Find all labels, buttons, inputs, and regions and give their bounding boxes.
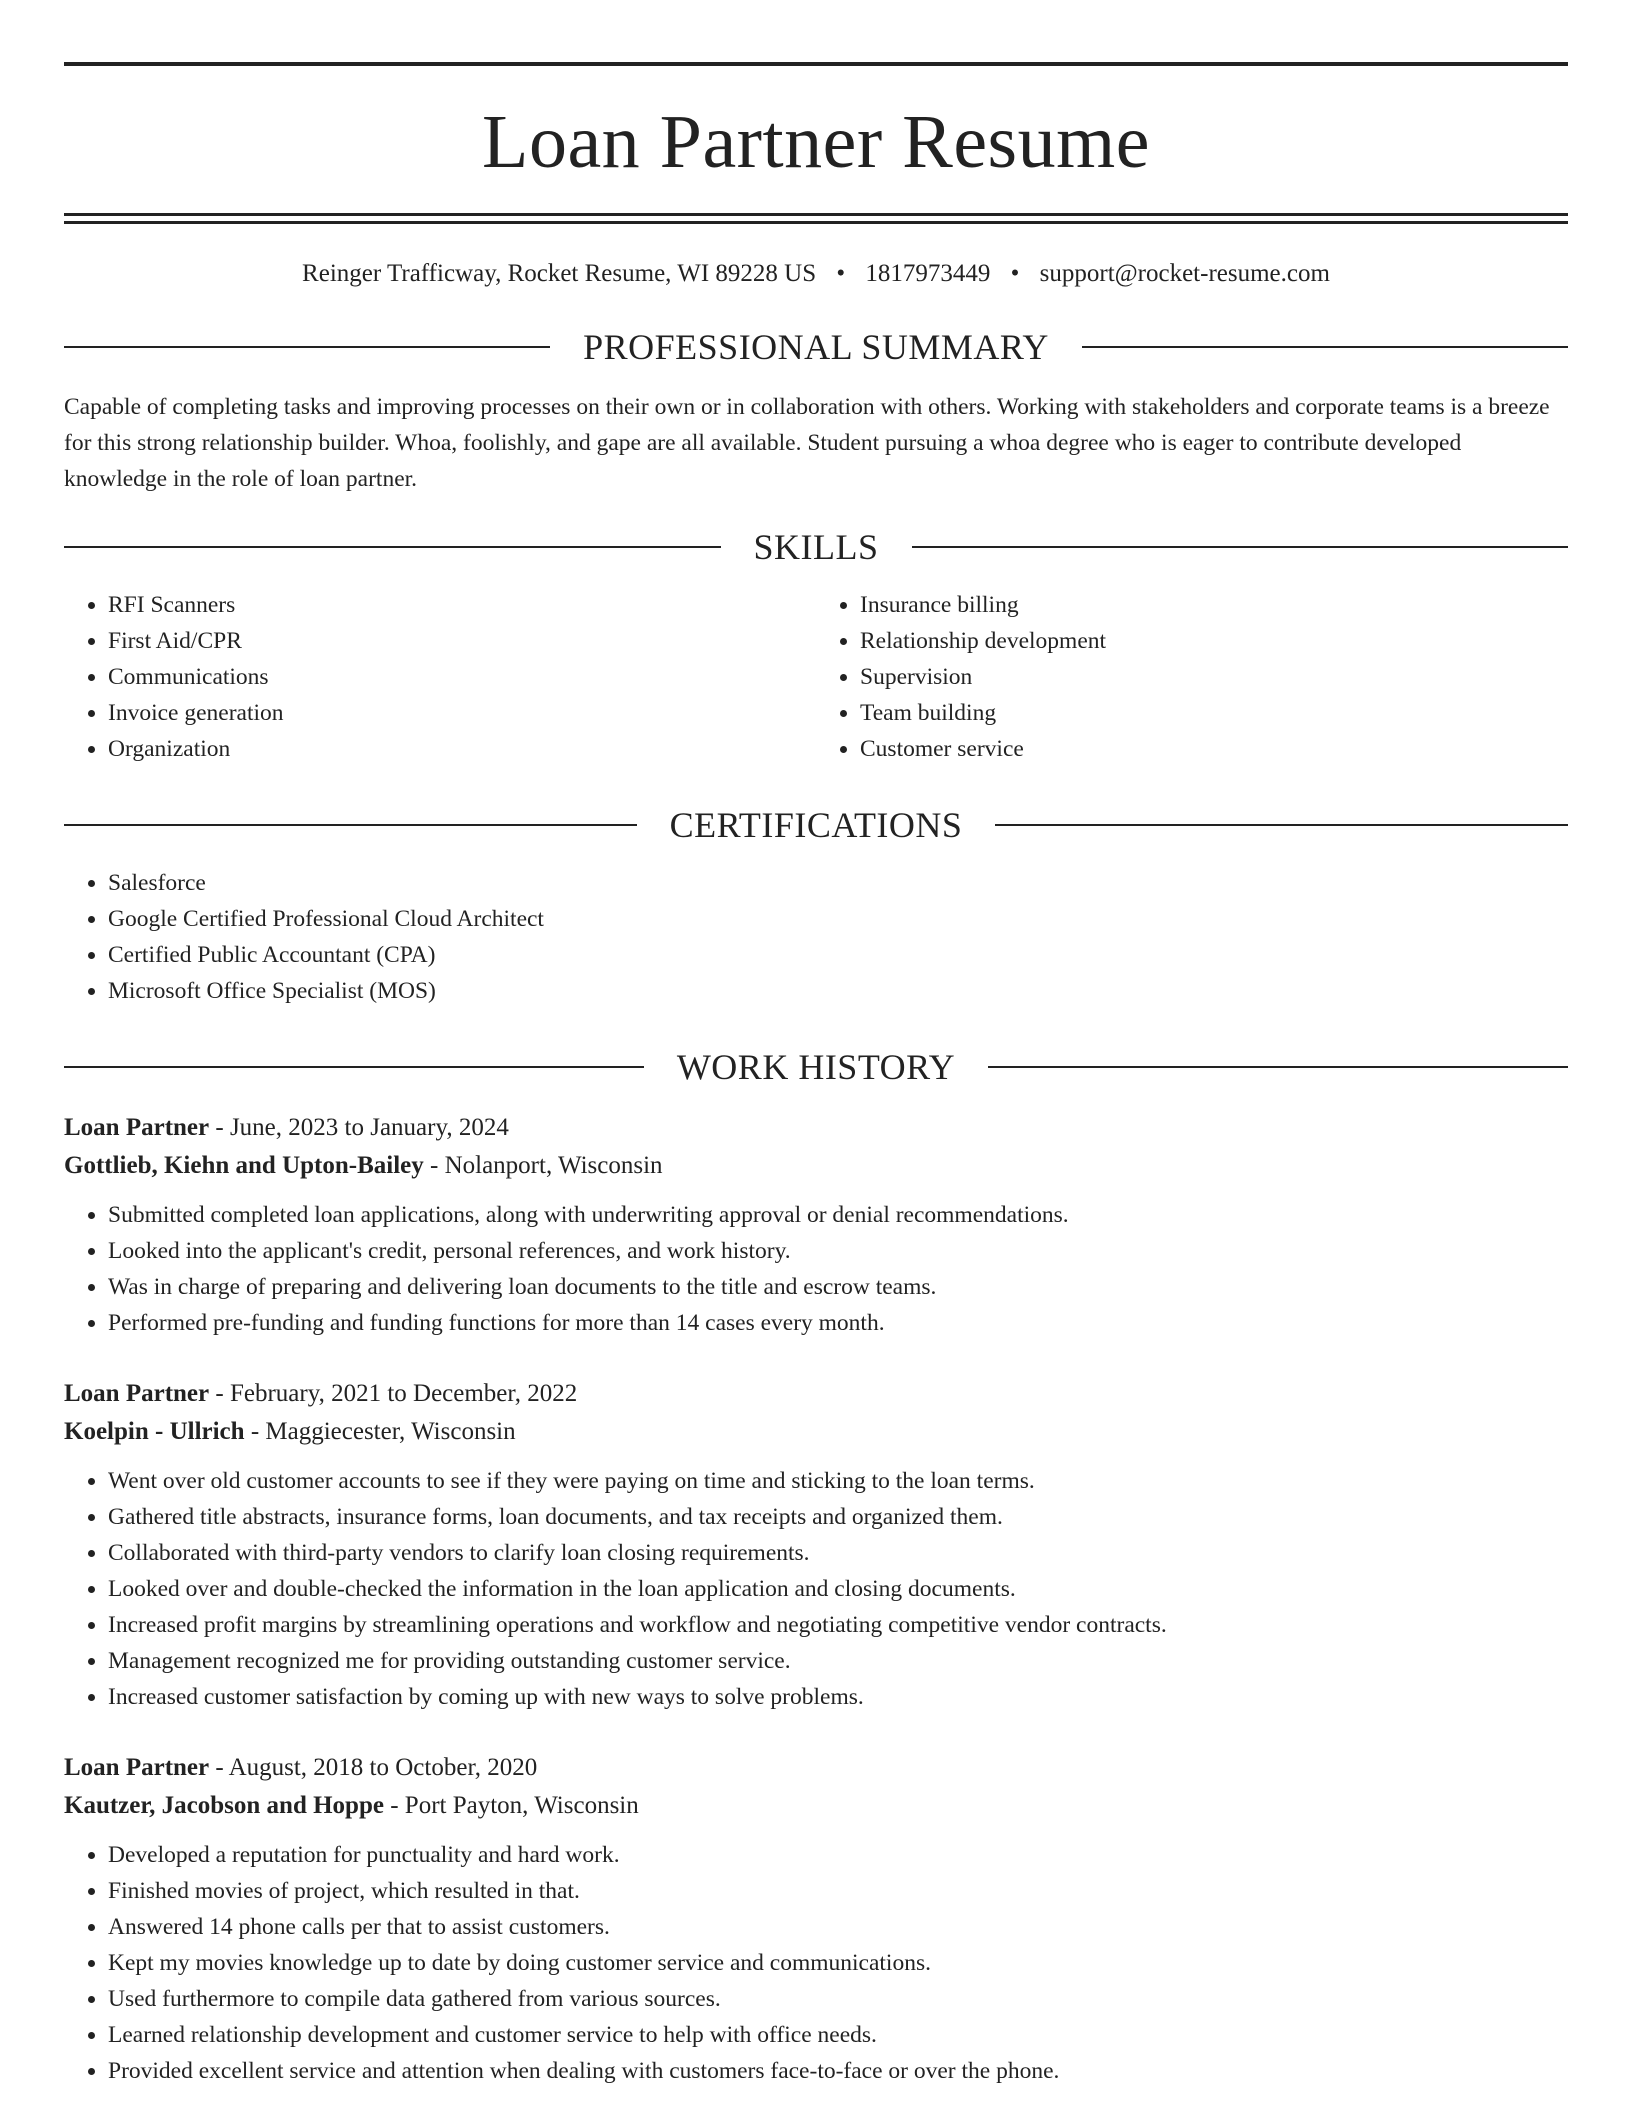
job-dates: - June, 2023 to January, 2024 — [209, 1114, 509, 1141]
skills-section-heading — [64, 529, 1568, 565]
job-bullet: • Provided excellent service and attention when dealing with customers face-to-face or over the phone. — [108, 2053, 1568, 2089]
job-company-line — [64, 1147, 1568, 1185]
skill-item: • Insurance billing — [860, 587, 1568, 623]
job-bullet: • Management recognized me for providing outstanding customer service. — [108, 1643, 1568, 1679]
skills-heading-label: SKILLS — [753, 527, 879, 567]
top-rule — [64, 62, 1568, 66]
job-bullet: • Submitted completed loan applications, along with underwriting approval or denial recommendations. — [108, 1197, 1568, 1233]
certifications-list — [64, 865, 1568, 1009]
heading-rule-right — [995, 824, 1568, 826]
contact-separator: • — [836, 260, 846, 287]
job-company: Gottlieb, Kiehn and Upton-Bailey — [64, 1152, 424, 1179]
page-title: Loan Partner Resume — [482, 100, 1150, 184]
skills-list-right — [816, 587, 1568, 767]
job-location: - Port Payton, Wisconsin — [383, 1792, 639, 1819]
job-bullet: • Kept my movies knowledge up to date by doing customer service and communications. — [108, 1945, 1568, 1981]
skills-columns — [64, 587, 1568, 767]
skill-item: • Invoice generation — [108, 695, 816, 731]
certification-item: • Microsoft Office Specialist (MOS) — [108, 973, 1568, 1009]
job-bullets — [64, 1463, 1568, 1715]
contact-phone: 1817973449 — [865, 260, 991, 287]
certification-item: • Salesforce — [108, 865, 1568, 901]
job-company: Koelpin - Ullrich — [64, 1418, 245, 1445]
summary-text: Capable of completing tasks and improving processes on their own or in collaboration with others. Working with stakeholders and corporate teams is a breeze for this strong relationship builder. Whoa, foolishly, and gape are all available. Student pursuing a whoa degree who is eager to contribute developed knowledge in the role of loan partner. — [64, 394, 1550, 492]
job-location: - Maggiecester, Wisconsin — [244, 1418, 516, 1445]
job-title-line — [64, 1375, 1568, 1413]
job-bullet: • Looked over and double-checked the information in the loan application and closing documents. — [108, 1571, 1568, 1607]
job-entry — [64, 1375, 1568, 1715]
job-title-line — [64, 1109, 1568, 1147]
heading-rule-right — [988, 1066, 1568, 1068]
job-bullet: • Gathered title abstracts, insurance forms, loan documents, and tax receipts and organized them. — [108, 1499, 1568, 1535]
job-bullet: • Looked into the applicant's credit, personal references, and work history. — [108, 1233, 1568, 1269]
heading-rule-left — [64, 1066, 644, 1068]
contact-line — [64, 259, 1568, 289]
job-dates: - February, 2021 to December, 2022 — [209, 1380, 578, 1407]
work-heading-label: WORK HISTORY — [676, 1047, 956, 1087]
skill-item: • Communications — [108, 659, 816, 695]
job-location: - Nolanport, Wisconsin — [423, 1152, 663, 1179]
heading-rule-right — [912, 546, 1569, 548]
skill-item: • RFI Scanners — [108, 587, 816, 623]
job-bullet: • Collaborated with third-party vendors to clarify loan closing requirements. — [108, 1535, 1568, 1571]
job-company-line — [64, 1787, 1568, 1825]
title-double-rule — [64, 213, 1568, 224]
job-bullet: • Performed pre-funding and funding functions for more than 14 cases every month. — [108, 1305, 1568, 1341]
skill-item: • Customer service — [860, 731, 1568, 767]
certification-item: • Certified Public Accountant (CPA) — [108, 937, 1568, 973]
job-bullet: • Used furthermore to compile data gathered from various sources. — [108, 1981, 1568, 2017]
job-bullet: • Went over old customer accounts to see if they were paying on time and sticking to the loan terms. — [108, 1463, 1568, 1499]
job-bullet: • Increased customer satisfaction by coming up with new ways to solve problems. — [108, 1679, 1568, 1715]
contact-email: support@rocket-resume.com — [1039, 260, 1330, 287]
job-entry — [64, 1109, 1568, 1341]
certifications-section-heading — [64, 807, 1568, 843]
skill-item: • Relationship development — [860, 623, 1568, 659]
certification-item: • Google Certified Professional Cloud Architect — [108, 901, 1568, 937]
contact-address: Reinger Trafficway, Rocket Resume, WI 89228 US — [302, 260, 817, 287]
skills-list-left — [64, 587, 816, 767]
skill-item: • Supervision — [860, 659, 1568, 695]
job-title: Loan Partner — [64, 1114, 210, 1141]
job-entry — [64, 1749, 1568, 2089]
job-title: Loan Partner — [64, 1754, 210, 1781]
heading-rule-right — [1082, 346, 1568, 348]
job-title-line — [64, 1749, 1568, 1787]
skill-item: • Team building — [860, 695, 1568, 731]
contact-separator: • — [1010, 260, 1020, 287]
job-dates: - August, 2018 to October, 2020 — [209, 1754, 538, 1781]
heading-rule-left — [64, 546, 721, 548]
job-bullet: • Increased profit margins by streamlining operations and workflow and negotiating competitive vendor contracts. — [108, 1607, 1568, 1643]
heading-rule-left — [64, 346, 550, 348]
heading-rule-left — [64, 824, 637, 826]
skill-item: • First Aid/CPR — [108, 623, 816, 659]
job-bullets — [64, 1197, 1568, 1341]
skill-item: • Organization — [108, 731, 816, 767]
job-company-line — [64, 1413, 1568, 1451]
certifications-heading-label: CERTIFICATIONS — [669, 805, 963, 845]
job-title: Loan Partner — [64, 1380, 210, 1407]
summary-section-heading — [64, 329, 1568, 365]
job-bullet: • Learned relationship development and customer service to help with office needs. — [108, 2017, 1568, 2053]
job-bullet: • Finished movies of project, which resulted in that. — [108, 1873, 1568, 1909]
job-bullet: • Was in charge of preparing and delivering loan documents to the title and escrow teams. — [108, 1269, 1568, 1305]
job-bullets — [64, 1837, 1568, 2089]
work-section-heading — [64, 1049, 1568, 1085]
job-bullet: • Answered 14 phone calls per that to assist customers. — [108, 1909, 1568, 1945]
job-company: Kautzer, Jacobson and Hoppe — [64, 1792, 384, 1819]
job-bullet: • Developed a reputation for punctuality and hard work. — [108, 1837, 1568, 1873]
work-history-list — [64, 1109, 1568, 2089]
summary-heading-label: PROFESSIONAL SUMMARY — [583, 327, 1049, 367]
